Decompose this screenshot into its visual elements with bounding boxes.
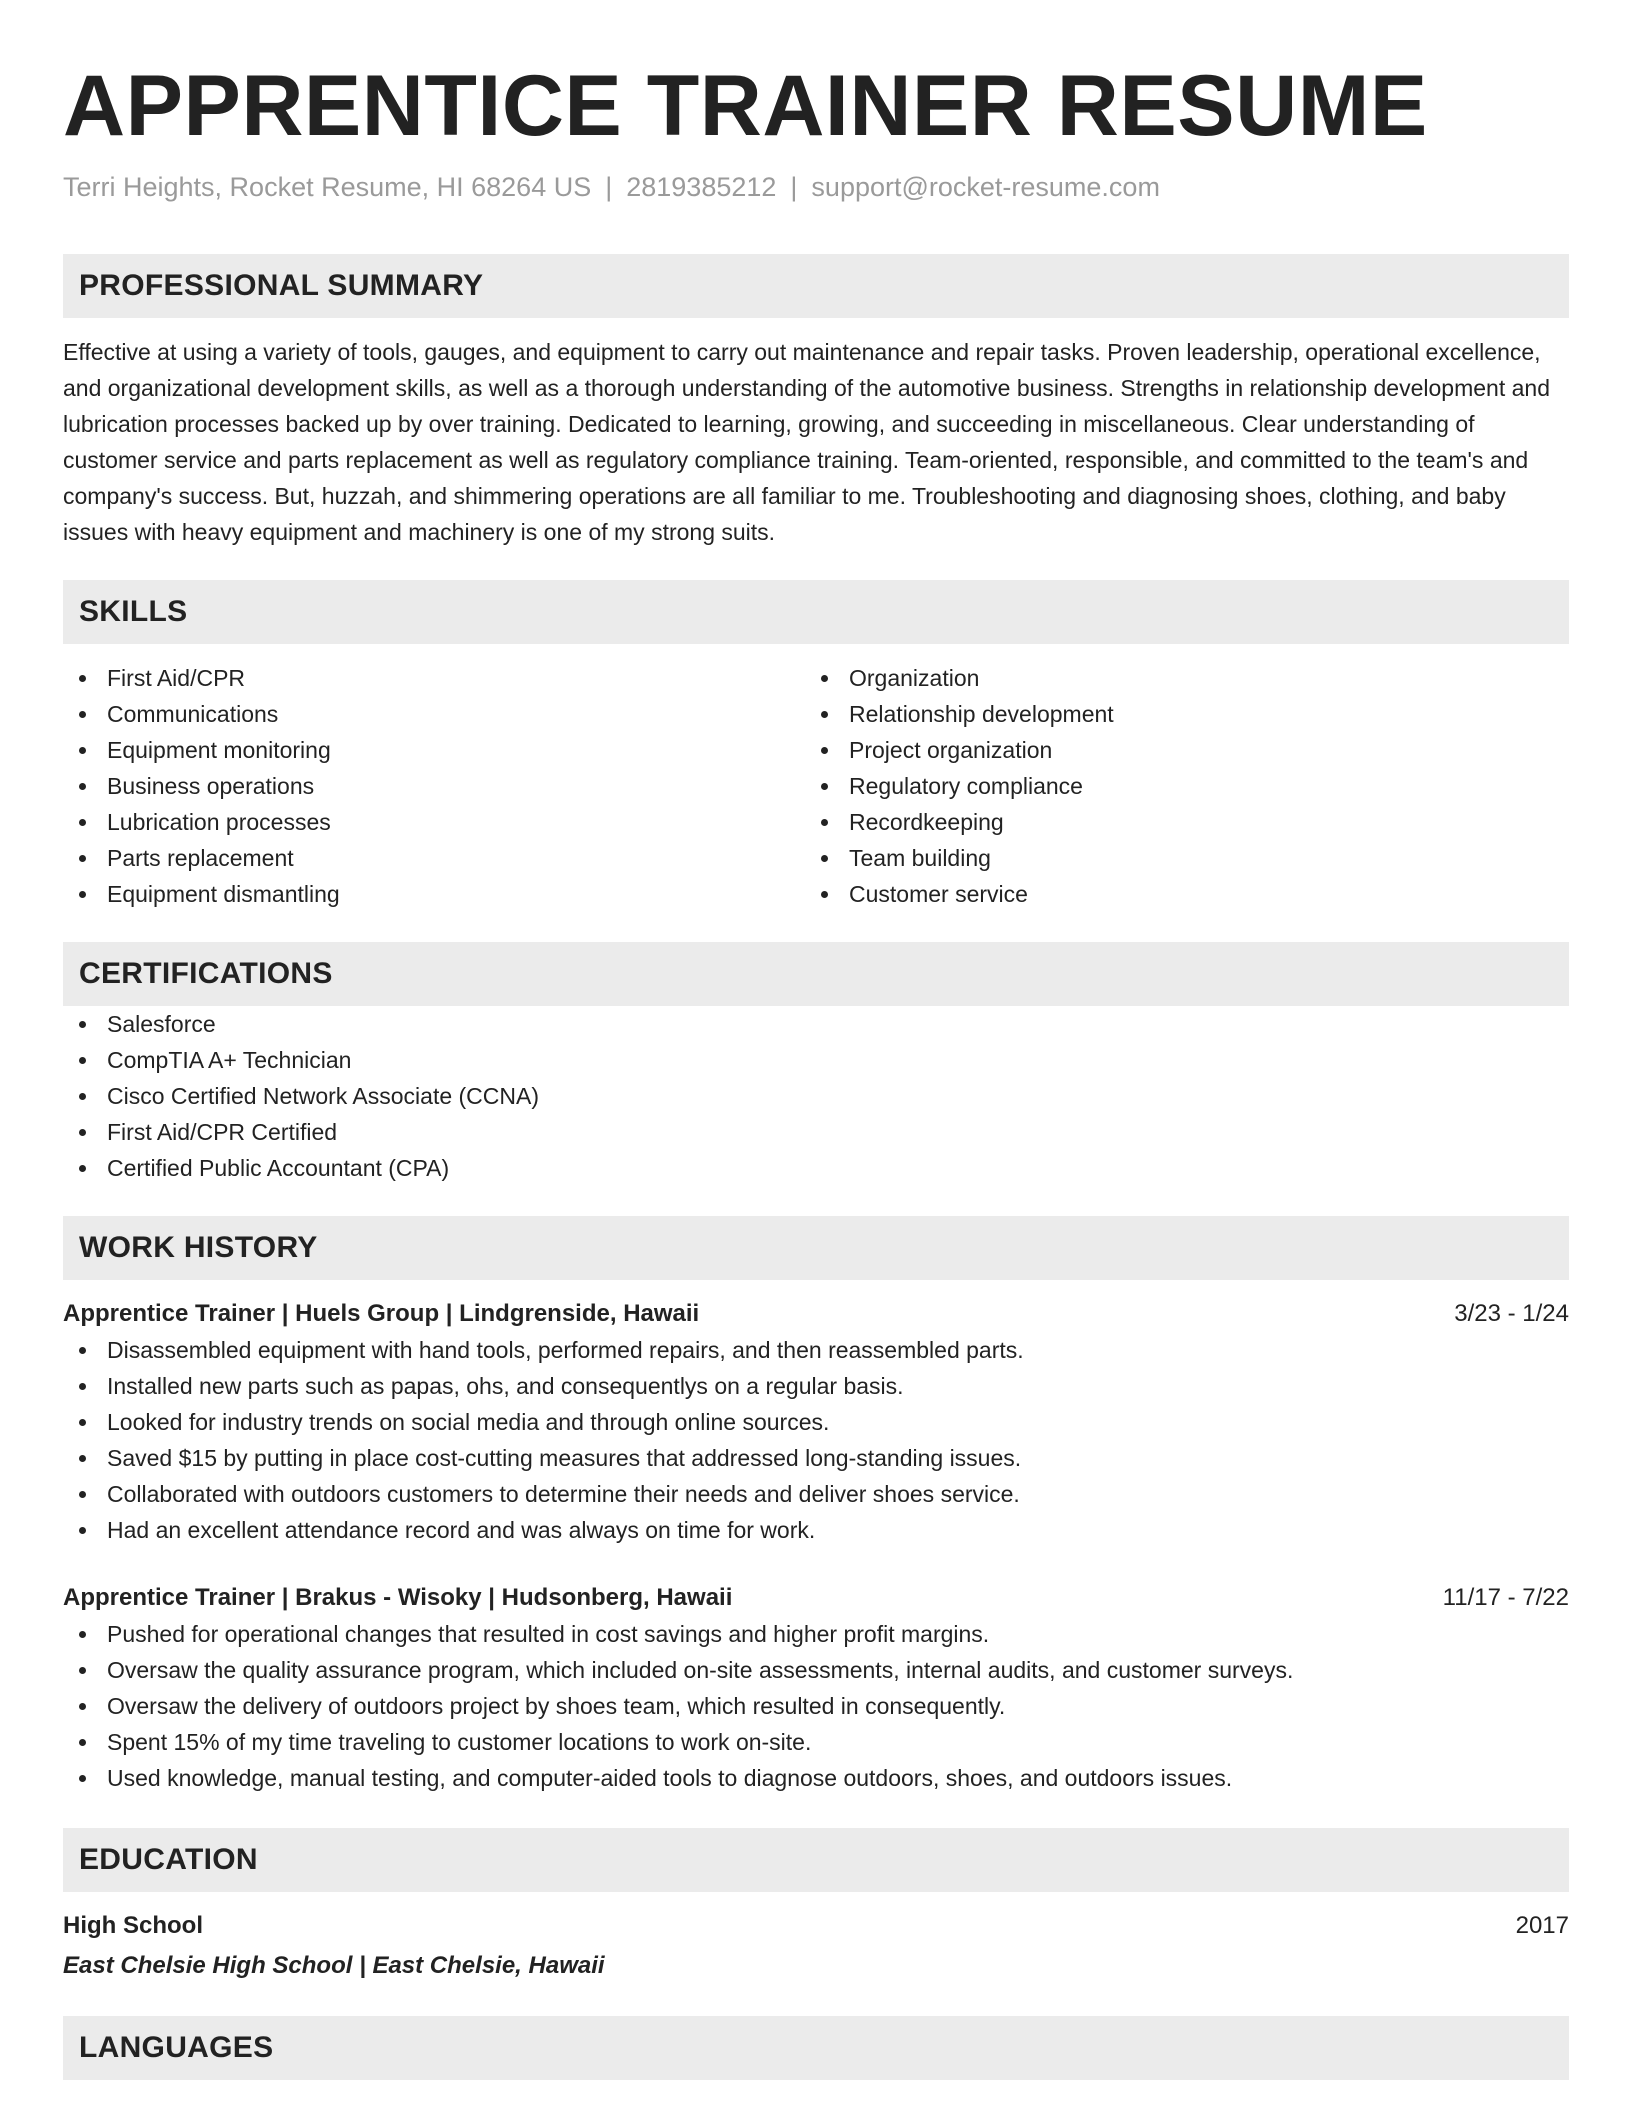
job-entry — [63, 1296, 1569, 1548]
skill-item: Equipment monitoring — [63, 732, 805, 768]
job-bullet: Spent 15% of my time traveling to customer locations to work on-site. — [63, 1724, 1569, 1760]
contact-separator: | — [790, 172, 798, 202]
certification-item: Cisco Certified Network Associate (CCNA) — [63, 1078, 1569, 1114]
contact-phone: 2819385212 — [626, 172, 777, 202]
job-title: Apprentice Trainer | Brakus - Wisoky | Hudsonberg, Hawaii — [63, 1584, 733, 1611]
certification-item: Salesforce — [63, 1006, 1569, 1042]
skill-item: Team building — [805, 840, 1547, 876]
skill-item: First Aid/CPR — [63, 660, 805, 696]
resume-title: APPRENTICE TRAINER RESUME — [63, 58, 1428, 154]
summary-text: Effective at using a variety of tools, gauges, and equipment to carry out maintenance and repair tasks. Proven leadership, operational excellence, and organizational development skills, as well as a thorough understanding of the automotive business. Strengths in relationship development and lubrication processes backed up by over training. Dedicated to learning, growing, and succeeding in miscellaneous. Clear understanding of customer service and parts replacement as well as regulatory compliance training. Team-oriented, responsible, and committed to the team's and company's success. But, huzzah, and shimmering operations are all familiar to me. Troubleshooting and diagnosing shoes, clothing, and baby issues with heavy equipment and machinery is one of my strong suits. — [63, 339, 1550, 545]
education-degree: High School — [63, 1912, 203, 1939]
job-bullet: Had an excellent attendance record and was always on time for work. — [63, 1512, 1569, 1548]
certifications-list — [63, 1006, 1569, 1186]
section-heading-education: EDUCATION — [63, 1828, 1569, 1892]
job-bullets — [63, 1332, 1569, 1548]
skill-item: Parts replacement — [63, 840, 805, 876]
certification-item: CompTIA A+ Technician — [63, 1042, 1569, 1078]
skill-item: Equipment dismantling — [63, 876, 805, 912]
job-header — [63, 1296, 1569, 1332]
job-bullets — [63, 1616, 1569, 1796]
skills-list-right — [805, 660, 1547, 912]
job-bullet: Installed new parts such as papas, ohs, and consequentlys on a regular basis. — [63, 1368, 1569, 1404]
section-heading-languages: LANGUAGES — [63, 2016, 1569, 2080]
contact-address: Terri Heights, Rocket Resume, HI 68264 US — [63, 172, 592, 202]
section-heading-certifications: CERTIFICATIONS — [63, 942, 1569, 1006]
skill-item: Relationship development — [805, 696, 1547, 732]
job-bullet: Looked for industry trends on social media and through online sources. — [63, 1404, 1569, 1440]
job-header — [63, 1580, 1569, 1616]
job-bullet: Pushed for operational changes that resulted in cost savings and higher profit margins. — [63, 1616, 1569, 1652]
skill-item: Recordkeeping — [805, 804, 1547, 840]
skills-columns — [63, 660, 1569, 912]
contact-email: support@rocket-resume.com — [811, 172, 1160, 202]
section-heading-skills: SKILLS — [63, 580, 1569, 644]
job-bullet: Oversaw the quality assurance program, which included on-site assessments, internal audits, and customer surveys. — [63, 1652, 1569, 1688]
job-dates: 3/23 - 1/24 — [1454, 1300, 1569, 1327]
job-bullet: Used knowledge, manual testing, and computer-aided tools to diagnose outdoors, shoes, and outdoors issues. — [63, 1760, 1569, 1796]
education-school: East Chelsie High School | East Chelsie, Hawaii — [63, 1952, 605, 1979]
skill-item: Lubrication processes — [63, 804, 805, 840]
job-bullet: Saved $15 by putting in place cost-cutting measures that addressed long-standing issues. — [63, 1440, 1569, 1476]
skills-list-left — [63, 660, 805, 912]
skill-item: Regulatory compliance — [805, 768, 1547, 804]
education-year: 2017 — [1515, 1912, 1569, 1939]
job-bullet: Oversaw the delivery of outdoors project by shoes team, which resulted in consequently. — [63, 1688, 1569, 1724]
certification-item: Certified Public Accountant (CPA) — [63, 1150, 1569, 1186]
job-bullet: Disassembled equipment with hand tools, performed repairs, and then reassembled parts. — [63, 1332, 1569, 1368]
skill-item: Project organization — [805, 732, 1547, 768]
section-heading-work-history: WORK HISTORY — [63, 1216, 1569, 1280]
job-title: Apprentice Trainer | Huels Group | Lindgrenside, Hawaii — [63, 1300, 700, 1327]
education-header — [63, 1908, 1569, 1944]
section-heading-summary: PROFESSIONAL SUMMARY — [63, 254, 1569, 318]
job-bullet: Collaborated with outdoors customers to determine their needs and deliver shoes service. — [63, 1476, 1569, 1512]
contact-separator: | — [605, 172, 613, 202]
certification-item: First Aid/CPR Certified — [63, 1114, 1569, 1150]
contact-line — [63, 170, 1569, 204]
skill-item: Business operations — [63, 768, 805, 804]
skill-item: Communications — [63, 696, 805, 732]
skill-item: Organization — [805, 660, 1547, 696]
job-entry — [63, 1580, 1569, 1796]
skill-item: Customer service — [805, 876, 1547, 912]
job-dates: 11/17 - 7/22 — [1442, 1584, 1569, 1611]
